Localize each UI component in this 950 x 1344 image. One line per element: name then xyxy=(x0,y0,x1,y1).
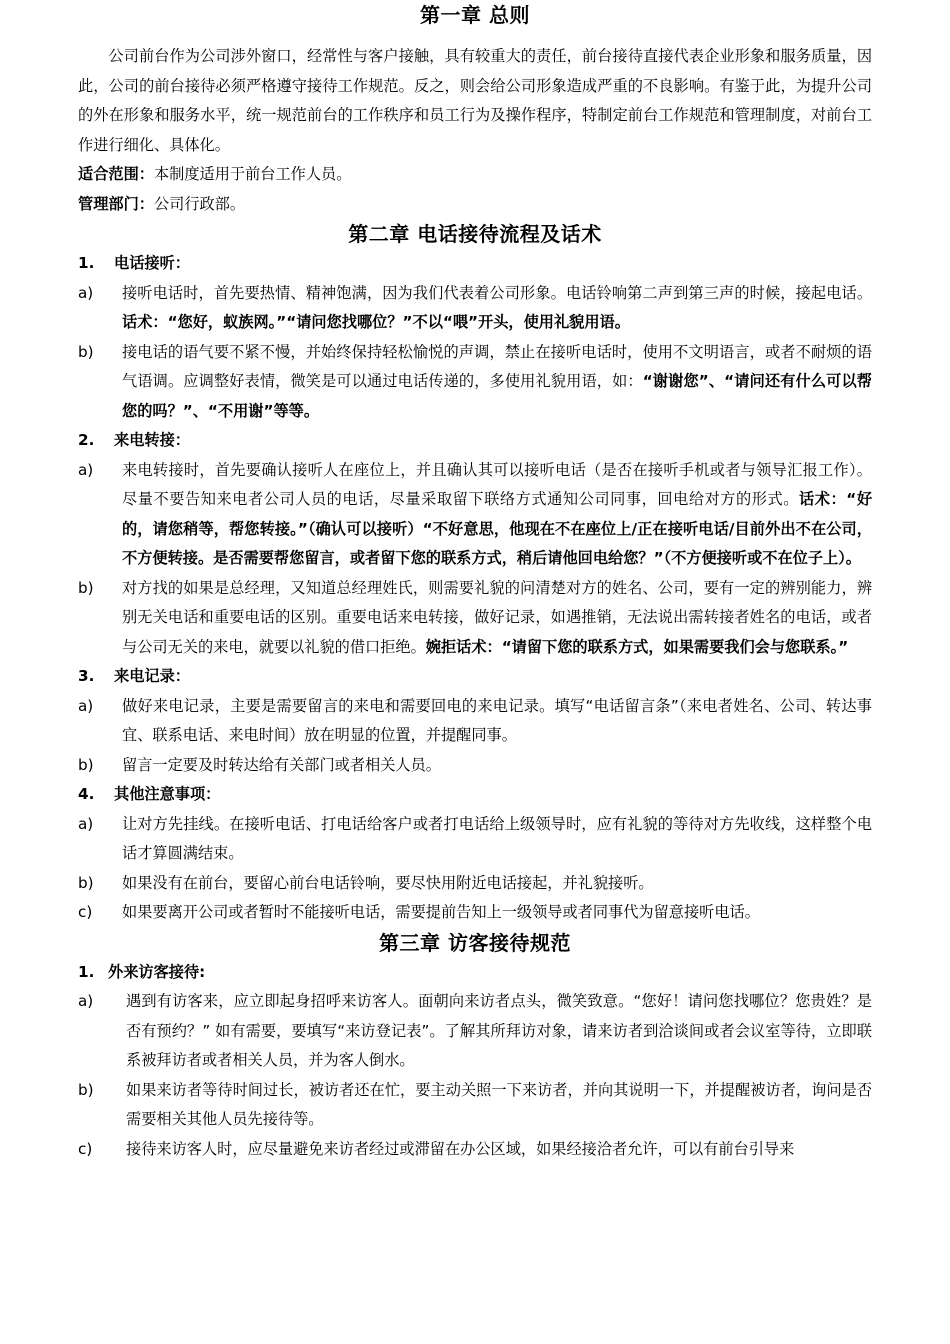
department-line xyxy=(78,190,872,220)
scope-line xyxy=(78,160,872,190)
list-item-text: 遇到有访客来，应立即起身招呼来访客人。面朝向来访者点头，微笑致意。“您好！请问您找哪位？您贵姓？是否有预约？” 如有需要，要填写“来访登记表”。了解其所拜访对象，请来访者到洽谈间或者会议室等待，立即联系被拜访者或者相关人员，并为客人倒水。 xyxy=(126,992,872,1069)
list-item-text: 如果要离开公司或者暂时不能接听电话，需要提前告知上一级领导或者同事代为留意接听电话。 xyxy=(122,903,760,921)
list-marker: a) xyxy=(78,992,94,1010)
list-item-title: 来电记录： xyxy=(114,667,190,685)
list-marker: b) xyxy=(78,342,94,361)
list-item-text-bold: 话术：“您好，蚁族网。”“请问您找哪位？”不以“喂”开头，使用礼貌用语。 xyxy=(122,313,630,331)
list-marker: a) xyxy=(78,814,94,833)
list-item-text: 让对方先挂线。在接听电话、打电话给客户或者打电话给上级领导时，应有礼貌的等待对方先收线，这样整个电话才算圆满结束。 xyxy=(122,814,872,862)
list-marker: c) xyxy=(78,1139,93,1158)
list-item-2-1-b xyxy=(78,338,872,427)
list-item-2-2 xyxy=(78,426,872,456)
list-marker: b) xyxy=(78,578,94,597)
list-item-2-1-a xyxy=(78,279,872,338)
list-item-text: 来电转接时，首先要确认接听人在座位上，并且确认其可以接听电话（是否在接听手机或者与领导汇报工作）。尽量不要告知来电者公司人员的电话，尽量采取留下联络方式通知公司同事，回电给对方的形式。 xyxy=(122,460,872,508)
chapter-3-heading: 第三章 访客接待规范 xyxy=(379,930,571,955)
chapter-1-intro-paragraph: 公司前台作为公司涉外窗口，经常性与客户接触，具有较重大的责任，前台接待直接代表企业形象和服务质量，因此，公司的前台接待必须严格遵守接待工作规范。反之，则会给公司形象造成严重的不良影响。有鉴于此，为提升公司的外在形象和服务水平，统一规范前台的工作秩序和员工行为及操作程序，特制定前台工作规范和管理制度，对前台工作进行细化、具体化。 xyxy=(78,47,872,154)
list-marker: 1. xyxy=(78,962,95,981)
list-item-2-4-a xyxy=(78,810,872,869)
department-label: 管理部门： xyxy=(78,194,154,213)
list-item-text: 接电话的语气要不紧不慢，并始终保持轻松愉悦的声调，禁止在接听电话时，使用不文明语言，或者不耐烦的语气语调。应调整好表情，微笑是可以通过电话传递的，多使用礼貌用语，如： xyxy=(122,342,872,390)
list-item-2-3-b xyxy=(78,751,872,781)
list-item-text: 做好来电记录，主要是需要留言的来电和需要回电的来电记录。填写“电话留言条”（来电者姓名、公司、转达事宜、联系电话、来电时间）放在明显的位置，并提醒同事。 xyxy=(122,696,872,744)
list-item-text-bold: 话术：“好的，请您稍等，帮您转接。”（确认可以接听）“不好意思，他现在不在座位上/正在接听电话/目前外出不在公司，不方便转接。是否需要帮您留言，或者留下您的联系方式，稍后请他回电给您？”（不方便接听或不在位子上）。 xyxy=(122,490,873,567)
list-marker: a) xyxy=(78,460,94,479)
list-item-text: 留言一定要及时转达给有关部门或者相关人员。 xyxy=(122,755,441,774)
list-marker: 4. xyxy=(78,785,95,803)
list-item-text: 如果没有在前台，要留心前台电话铃响，要尽快用附近电话接起，并礼貌接听。 xyxy=(122,873,654,892)
list-item-title: 其他注意事项： xyxy=(114,785,221,803)
list-item-3-1-a xyxy=(78,987,872,1076)
list-marker: b) xyxy=(78,755,94,774)
list-item-text: 如果来访者等待时间过长，被访者还在忙，要主动关照一下来访者，并向其说明一下，并提醒被访者，询问是否需要相关其他人员先接待等。 xyxy=(126,1080,872,1128)
list-marker: a) xyxy=(78,283,94,302)
list-item-text: 接听电话时，首先要热情、精神饱满，因为我们代表着公司形象。电话铃响第二声到第三声的时候，接起电话。 xyxy=(122,283,872,302)
list-item-3-1-c xyxy=(78,1135,872,1165)
list-marker: 1. xyxy=(78,254,95,272)
department-value: 公司行政部。 xyxy=(153,194,246,213)
list-item-title: 外来访客接待: xyxy=(108,962,206,981)
list-marker: 2. xyxy=(78,431,95,449)
list-marker: b) xyxy=(78,1080,94,1099)
list-item-text: 接待来访客人时，应尽量避免来访者经过或滞留在办公区域，如果经接洽者允许，可以有前台引导来 xyxy=(126,1139,795,1158)
chapter-1-heading: 第一章 总则 xyxy=(420,3,530,27)
document-content xyxy=(78,0,872,1164)
list-item-2-3-a xyxy=(78,692,872,751)
scope-label: 适合范围： xyxy=(78,165,154,183)
list-item-text: 对方找的如果是总经理，又知道总经理姓氏，则需要礼貌的问清楚对方的姓名、公司，要有一定的辨别能力，辨别无关电话和重要电话的区别。重要电话来电转接，做好记录，如遇推销，无法说出需转接者姓名的电话，或者与公司无关的来电，就要以礼貌的借口拒绝。 xyxy=(122,578,872,656)
list-item-2-3 xyxy=(78,662,872,692)
list-item-3-1 xyxy=(78,958,872,988)
list-marker: a) xyxy=(78,696,94,715)
list-item-3-1-b xyxy=(78,1076,872,1135)
list-item-title: 电话接听： xyxy=(114,254,190,272)
list-marker: 3. xyxy=(78,667,95,685)
list-marker: b) xyxy=(78,873,94,892)
list-item-2-4-b xyxy=(78,869,872,899)
list-item-title: 来电转接： xyxy=(114,431,190,449)
list-item-2-2-b xyxy=(78,574,872,663)
list-item-text-bold: 婉拒话术：“请留下您的联系方式，如果需要我们会与您联系。” xyxy=(425,637,849,656)
list-item-2-1 xyxy=(78,249,872,279)
list-item-2-4-c xyxy=(78,898,872,928)
list-item-2-2-a xyxy=(78,456,872,574)
list-marker: c) xyxy=(78,903,93,921)
scope-value: 本制度适用于前台工作人员。 xyxy=(153,165,352,183)
list-item-text-bold: “谢谢您”、“请问还有什么可以帮您的吗？”、“不用谢”等等。 xyxy=(122,372,872,420)
list-item-2-4 xyxy=(78,780,872,810)
chapter-2-heading: 第二章 电话接待流程及话术 xyxy=(348,222,602,246)
